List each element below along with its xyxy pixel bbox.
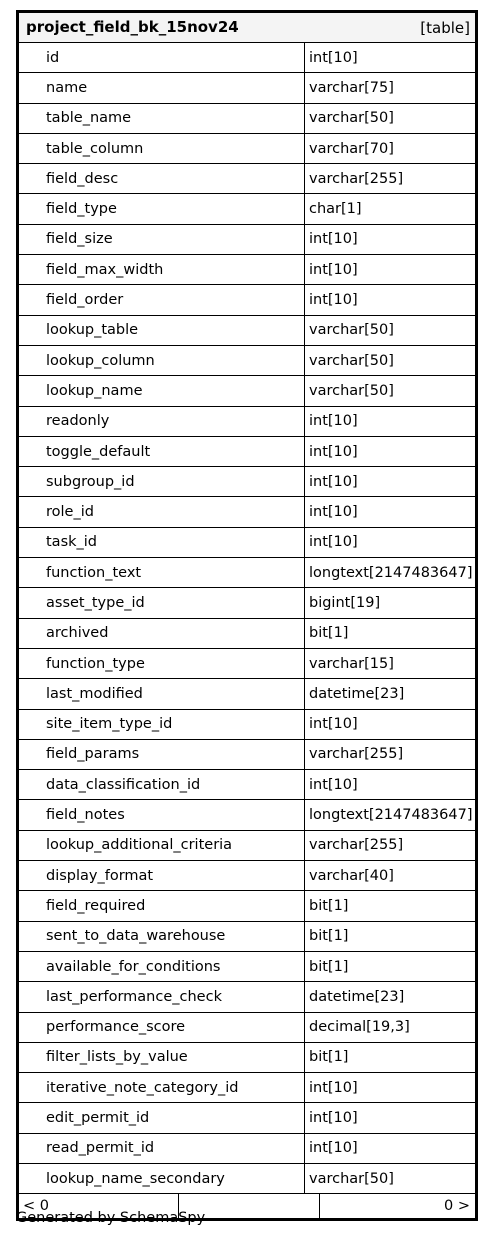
column-type: varchar[255] (309, 746, 404, 763)
column-row (19, 740, 475, 770)
column-name: task_id (19, 528, 305, 557)
column-type: datetime[23] (309, 685, 405, 702)
column-type: int[10] (309, 1140, 358, 1157)
column-name: function_text (19, 558, 305, 587)
parent-count: < 0 (19, 1194, 179, 1218)
child-count: 0 > (444, 1198, 470, 1215)
column-type: varchar[50] (309, 1170, 394, 1187)
column-row (19, 710, 475, 740)
column-type: int[10] (309, 776, 358, 793)
column-type: bit[1] (309, 897, 349, 914)
column-row (19, 922, 475, 952)
column-name: last_modified (19, 679, 305, 708)
table-kind-label: [table] (420, 19, 470, 37)
column-type: int[10] (309, 534, 358, 551)
generated-by-text: Generated by SchemaSpy (16, 1210, 206, 1226)
column-row (19, 952, 475, 982)
column-name: asset_type_id (19, 588, 305, 617)
column-row (19, 1134, 475, 1164)
column-type: int[10] (309, 473, 358, 490)
column-row (19, 316, 475, 346)
column-row (19, 1073, 475, 1103)
column-type: varchar[70] (309, 140, 394, 157)
column-type: int[10] (309, 504, 358, 521)
column-row (19, 73, 475, 103)
column-type: varchar[50] (309, 322, 394, 339)
column-row (19, 800, 475, 830)
column-type: int[10] (309, 443, 358, 460)
column-type: varchar[255] (309, 170, 404, 187)
column-name: table_column (19, 134, 305, 163)
column-name: filter_lists_by_value (19, 1043, 305, 1072)
column-name: field_order (19, 285, 305, 314)
column-row (19, 376, 475, 406)
column-row (19, 558, 475, 588)
column-type: bit[1] (309, 928, 349, 945)
column-row (19, 982, 475, 1012)
column-name: readonly (19, 407, 305, 436)
table-name: project_field_bk_15nov24 (26, 18, 239, 36)
column-name: site_item_type_id (19, 710, 305, 739)
column-type: varchar[75] (309, 79, 394, 96)
column-type: varchar[15] (309, 655, 394, 672)
column-type: int[10] (309, 716, 358, 733)
column-name: field_params (19, 740, 305, 769)
column-name: table_name (19, 104, 305, 133)
column-type: datetime[23] (309, 988, 405, 1005)
column-type: int[10] (309, 1110, 358, 1127)
column-name: field_size (19, 225, 305, 254)
column-type: decimal[19,3] (309, 1019, 410, 1036)
column-type: varchar[255] (309, 837, 404, 854)
column-row (19, 104, 475, 134)
column-name: read_permit_id (19, 1134, 305, 1163)
column-name: name (19, 73, 305, 102)
column-row (19, 1103, 475, 1133)
column-row (19, 164, 475, 194)
column-row (19, 225, 475, 255)
column-name: subgroup_id (19, 467, 305, 496)
column-type: int[10] (309, 231, 358, 248)
column-type: bigint[19] (309, 594, 381, 611)
column-row (19, 437, 475, 467)
column-type: bit[1] (309, 625, 349, 642)
column-name: field_notes (19, 800, 305, 829)
column-row (19, 528, 475, 558)
column-name: field_type (19, 194, 305, 223)
column-row (19, 588, 475, 618)
column-name: sent_to_data_warehouse (19, 922, 305, 951)
column-row (19, 831, 475, 861)
column-row (19, 194, 475, 224)
column-type: varchar[50] (309, 352, 394, 369)
column-type: longtext[2147483647] (309, 807, 473, 824)
column-row (19, 861, 475, 891)
column-name: lookup_name_secondary (19, 1164, 305, 1193)
column-row (19, 1013, 475, 1043)
column-name: lookup_table (19, 316, 305, 345)
column-row (19, 346, 475, 376)
column-name: field_required (19, 891, 305, 920)
column-type: int[10] (309, 413, 358, 430)
column-name: last_performance_check (19, 982, 305, 1011)
column-type: int[10] (309, 1079, 358, 1096)
column-row (19, 619, 475, 649)
column-name: edit_permit_id (19, 1103, 305, 1132)
column-row (19, 255, 475, 285)
column-row (19, 679, 475, 709)
column-name: field_desc (19, 164, 305, 193)
column-type: varchar[40] (309, 867, 394, 884)
column-name: role_id (19, 497, 305, 526)
column-type: bit[1] (309, 1049, 349, 1066)
column-name: display_format (19, 861, 305, 890)
column-row (19, 134, 475, 164)
column-name: toggle_default (19, 437, 305, 466)
table-header (19, 13, 475, 43)
table-node (16, 10, 478, 1221)
column-type: char[1] (309, 201, 362, 218)
column-row (19, 649, 475, 679)
column-name: iterative_note_category_id (19, 1073, 305, 1102)
column-row (19, 285, 475, 315)
column-row (19, 891, 475, 921)
column-name: lookup_column (19, 346, 305, 375)
column-row (19, 467, 475, 497)
column-list (19, 43, 475, 1193)
column-type: int[10] (309, 261, 358, 278)
column-name: field_max_width (19, 255, 305, 284)
column-row (19, 407, 475, 437)
column-row (19, 43, 475, 73)
column-name: lookup_additional_criteria (19, 831, 305, 860)
column-row (19, 497, 475, 527)
column-name: data_classification_id (19, 770, 305, 799)
column-name: performance_score (19, 1013, 305, 1042)
column-name: archived (19, 619, 305, 648)
column-type: bit[1] (309, 958, 349, 975)
column-type: varchar[50] (309, 110, 394, 127)
column-row (19, 1164, 475, 1193)
column-type: varchar[50] (309, 382, 394, 399)
column-row (19, 1043, 475, 1073)
column-type: longtext[2147483647] (309, 564, 473, 581)
column-name: available_for_conditions (19, 952, 305, 981)
column-name: id (19, 43, 305, 72)
column-name: function_type (19, 649, 305, 678)
column-name: lookup_name (19, 376, 305, 405)
column-row (19, 770, 475, 800)
column-type: int[10] (309, 49, 358, 66)
column-type: int[10] (309, 292, 358, 309)
